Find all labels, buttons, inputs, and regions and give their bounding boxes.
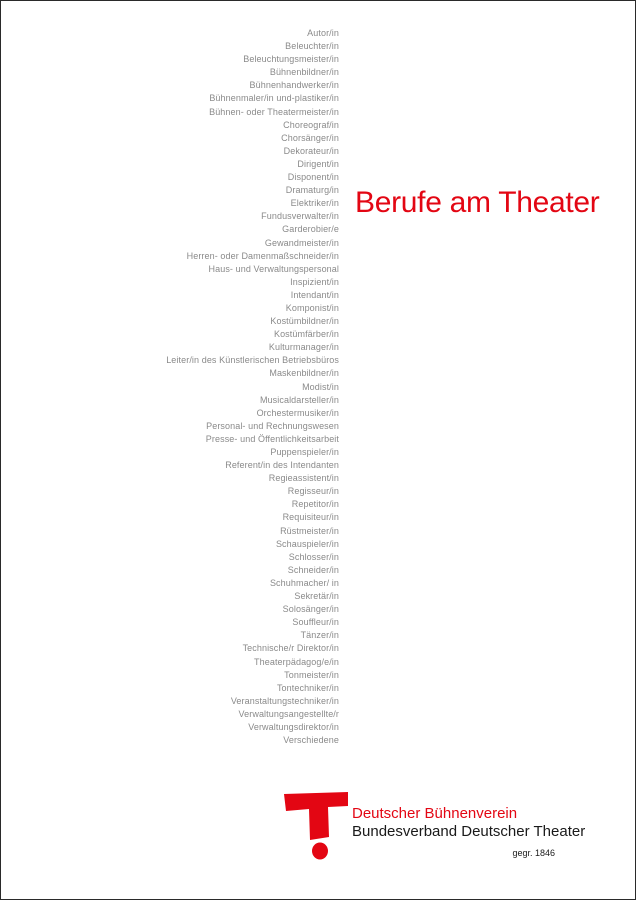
profession-item: Dramaturg/in xyxy=(285,185,339,196)
profession-item: Referent/in des Intendanten xyxy=(225,460,339,471)
profession-item: Choreograf/in xyxy=(283,119,339,130)
profession-item: Maskenbildner/in xyxy=(269,368,339,379)
profession-item: Schuhmacher/ in xyxy=(269,577,339,588)
profession-item: Bühnenbildner/in xyxy=(269,67,339,78)
profession-item: Intendant/in xyxy=(290,289,339,300)
profession-item: Bühnenmaler/in und-plastiker/in xyxy=(209,93,339,104)
profession-item: Souffleur/in xyxy=(292,617,339,628)
profession-item: Dirigent/in xyxy=(297,158,339,169)
profession-item: Repetitor/in xyxy=(291,499,339,510)
founded-year: gegr. 1846 xyxy=(512,848,555,858)
profession-item: Regieassistent/in xyxy=(268,473,339,484)
profession-item: Dekorateur/in xyxy=(283,145,339,156)
profession-item: Inspizient/in xyxy=(290,276,339,287)
profession-item: Beleuchter/in xyxy=(285,41,339,52)
poster-title: Berufe am Theater xyxy=(355,186,600,219)
profession-item: Solosänger/in xyxy=(282,604,339,615)
profession-item: Tontechniker/in xyxy=(276,682,339,693)
profession-item: Theaterpädagog/e/in xyxy=(254,656,339,667)
profession-item: Kostümbildner/in xyxy=(270,316,339,327)
organization-subtitle: Bundesverband Deutscher Theater xyxy=(352,823,586,840)
organization-name: Deutscher Bühnenverein xyxy=(352,805,518,822)
profession-item: Beleuchtungsmeister/in xyxy=(243,54,339,65)
profession-item: Rüstmeister/in xyxy=(280,525,339,536)
profession-item: Kulturmanager/in xyxy=(268,342,339,353)
profession-item: Elektriker/in xyxy=(290,198,339,209)
profession-item: Requisiteur/in xyxy=(282,512,339,523)
profession-item: Chorsänger/in xyxy=(281,132,339,143)
profession-item: Orchestermusiker/in xyxy=(256,407,339,418)
profession-item: Haus- und Verwaltungspersonal xyxy=(208,263,339,274)
profession-item: Herren- oder Damenmaßschneider/in xyxy=(186,250,339,261)
profession-item: Garderobier/e xyxy=(282,224,339,235)
profession-item: Schneider/in xyxy=(287,564,339,575)
profession-item: Verwaltungsangestellte/r xyxy=(238,708,339,719)
profession-item: Leiter/in des Künstlerischen Betriebsbüros xyxy=(166,355,339,366)
profession-item: Puppenspieler/in xyxy=(270,447,339,457)
profession-item: Veranstaltungstechniker/in xyxy=(230,695,339,706)
profession-item: Tonmeister/in xyxy=(284,669,339,680)
profession-item: Schlosser/in xyxy=(288,551,339,562)
profession-item: Bühnen- oder Theatermeister/in xyxy=(209,106,339,117)
profession-item: Bühnenhandwerker/in xyxy=(249,80,339,91)
profession-item: Personal- und Rechnungswesen xyxy=(206,420,339,431)
professions-list xyxy=(166,27,339,747)
profession-item: Technische/r Direktor/in xyxy=(242,643,339,654)
profession-item: Regisseur/in xyxy=(287,486,339,497)
profession-item: Modist/in xyxy=(302,381,339,392)
profession-item: Kostümfärber/in xyxy=(273,329,339,340)
profession-item: Verwaltungsdirektor/in xyxy=(248,721,339,732)
profession-item: Disponent/in xyxy=(287,172,339,183)
profession-item: Komponist/in xyxy=(285,302,339,313)
profession-item: Autor/in xyxy=(307,28,339,38)
profession-item: Musicaldarsteller/in xyxy=(259,394,339,405)
profession-item: Schauspieler/in xyxy=(275,538,339,549)
profession-item: Verschiedene xyxy=(283,735,339,746)
profession-item: Presse- und Öffentlichkeitsarbeit xyxy=(205,433,339,444)
profession-item: Sekretär/in xyxy=(294,591,339,602)
profession-item: Fundusverwalter/in xyxy=(261,211,339,222)
theater-t-logo-icon xyxy=(284,792,350,862)
profession-item: Gewandmeister/in xyxy=(264,237,339,248)
profession-item: Tänzer/in xyxy=(300,630,339,641)
